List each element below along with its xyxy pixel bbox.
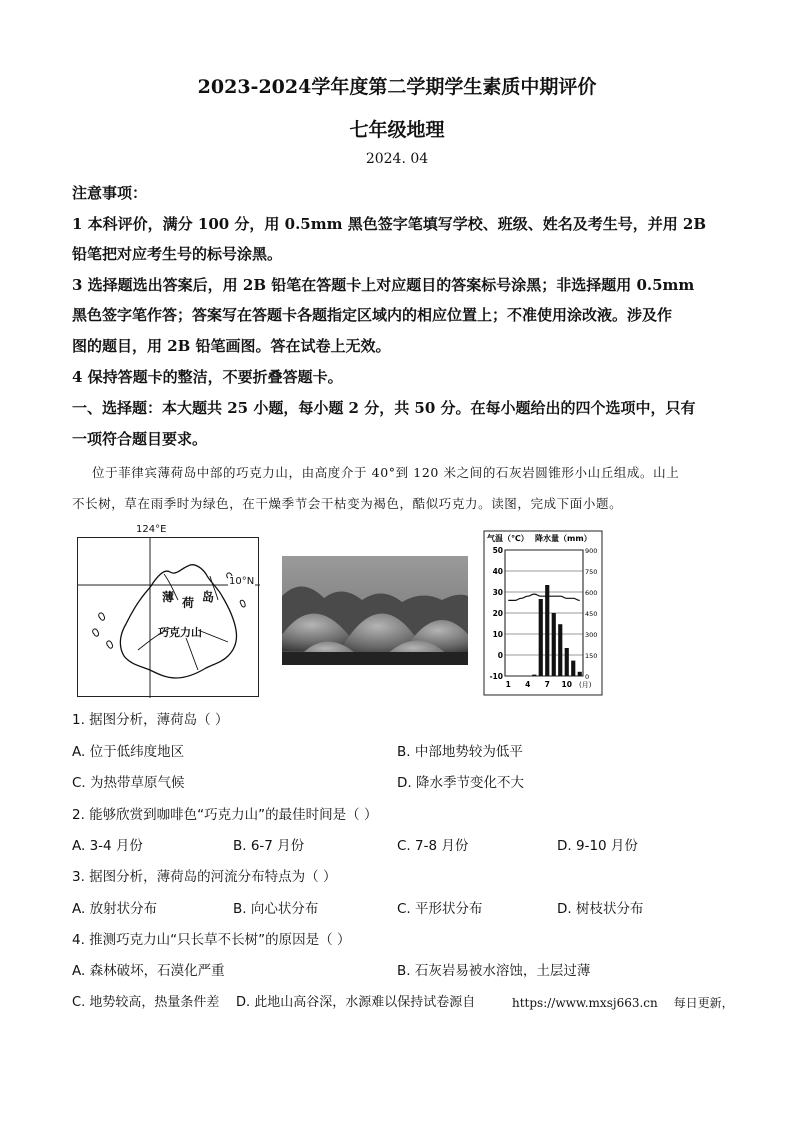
footer-url-text: https://www.mxsj663.cn [512,996,658,1010]
island-map [77,524,259,697]
precip-tick-label: 450 [585,610,598,618]
notice-line: 1 本科评价，满分 100 分，用 0.5mm 黑色签字笔填写学校、班级、姓名及考生号，并用 2B [72,215,707,233]
option-c: C. 7-8 月份 [397,838,469,854]
temp-tick-label: 20 [492,609,503,618]
temp-tick-label: 0 [497,651,503,660]
footer-url [512,993,734,1013]
island-label: 荷 [182,596,195,610]
climate-chart [483,530,603,696]
precip-bar [545,585,549,676]
option-b: B. 石灰岩易被水溶蚀，土层过薄 [397,963,591,979]
question-stem: 4. 推测巧克力山“只长草不长树”的原因是（ ） [72,932,351,948]
option-d: D. 此地山高谷深，水源难以保持试卷源自 [236,995,476,1010]
temperature-line [508,594,580,600]
notice-line: 4 保持答题卡的整洁，不要折叠答题卡。 [72,368,343,386]
option-b: B. 中部地势较为低平 [397,744,523,760]
footer-tail-text: 每日更新， [673,996,734,1010]
passage-line: 位于菲律宾薄荷岛中部的巧克力山，由高度介于 40°到 120 米之间的石灰岩圆锥形小山丘组成。山上 [92,465,680,480]
notice-line: 图的题目，用 2B 铅笔画图。答在试卷上无效。 [72,337,391,355]
exam-date: 2024. 04 [365,151,429,167]
precip-tick-label: 900 [585,547,598,555]
precip-tick-label: 600 [585,589,598,597]
precip-bar [578,672,582,676]
precip-bar [558,624,562,676]
option-b: B. 6-7 月份 [233,838,305,854]
temp-tick-label: 50 [492,546,503,555]
question-stem: 1. 据图分析，薄荷岛（ ） [72,712,229,728]
exam-title: 2023-2024学年度第二学期学生素质中期评价 [197,76,597,98]
chocolate-hills-photo [282,556,468,665]
precip-bar [571,661,575,676]
precip-axis-label: 降水量（mm） [535,534,592,543]
month-tick-label: 7 [544,680,550,689]
option-b: B. 向心状分布 [233,901,319,917]
option-a: A. 森林破坏，石漠化严重 [72,963,225,979]
notice-line: 铅笔把对应考生号的标号涂黑。 [72,245,283,263]
passage-line: 不长树，草在雨季时为绿色，在干燥季节会干枯变为褐色，酷似巧克力。读图，完成下面小题。 [72,496,623,511]
option-d: D. 降水季节变化不大 [397,775,524,791]
precip-bar [552,613,556,676]
question-stem: 3. 据图分析，薄荷岛的河流分布特点为（ ） [72,869,337,885]
precip-bar [565,648,569,676]
temp-tick-label: -10 [489,672,503,681]
month-tick-label: 1 [505,680,511,689]
notice-heading: 注意事项： [72,184,148,202]
question-stem: 2. 能够欣赏到咖啡色“巧克力山”的最佳时间是（ ） [72,807,378,823]
option-d: D. 树枝状分布 [557,901,644,917]
temp-axis-label: 气温（℃） [487,534,529,543]
temp-tick-label: 40 [492,567,503,576]
precip-tick-label: 150 [585,652,598,660]
notice-line: 黑色签字笔作答；答案写在答题卡各题指定区域内的相应位置上；不准使用涂改液。涉及作 [72,306,673,324]
section-heading: 一、选择题：本大题共 25 小题，每小题 2 分，共 50 分。在每小题给出的四个选项中，只有 [72,399,696,417]
precip-bar [539,599,543,676]
hills-label: 巧克力山 [158,626,202,639]
option-a: A. 3-4 月份 [72,838,143,854]
precip-tick-label: 750 [585,568,598,576]
option-c: C. 为热带草原气候 [72,775,185,791]
temp-tick-label: 30 [492,588,503,597]
island-label: 薄 [162,590,175,604]
latitude-label: 10°N [229,576,255,587]
island-label: 岛 [202,590,215,604]
precip-bar [532,675,536,676]
section-heading: 一项符合题目要求。 [72,430,208,448]
option-a: A. 放射状分布 [72,901,158,917]
month-unit-label: (月) [579,681,592,689]
precip-tick-label: 300 [585,631,598,639]
exam-subtitle: 七年级地理 [349,119,445,141]
precip-tick-label: 0 [585,673,590,681]
option-c: C. 平形状分布 [397,901,483,917]
option-a: A. 位于低纬度地区 [72,744,185,760]
longitude-label: 124°E [136,524,167,535]
month-tick-label: 10 [561,680,572,689]
option-d: D. 9-10 月份 [557,838,638,854]
option-c: C. 地势较高，热量条件差 [72,995,220,1010]
temp-tick-label: 10 [492,630,503,639]
climate-chart-svg [483,530,603,696]
month-tick-label: 4 [525,680,531,689]
notice-line: 3 选择题选出答案后，用 2B 铅笔在答题卡上对应题目的答案标号涂黑；非选择题用 0.5mm [72,276,695,294]
